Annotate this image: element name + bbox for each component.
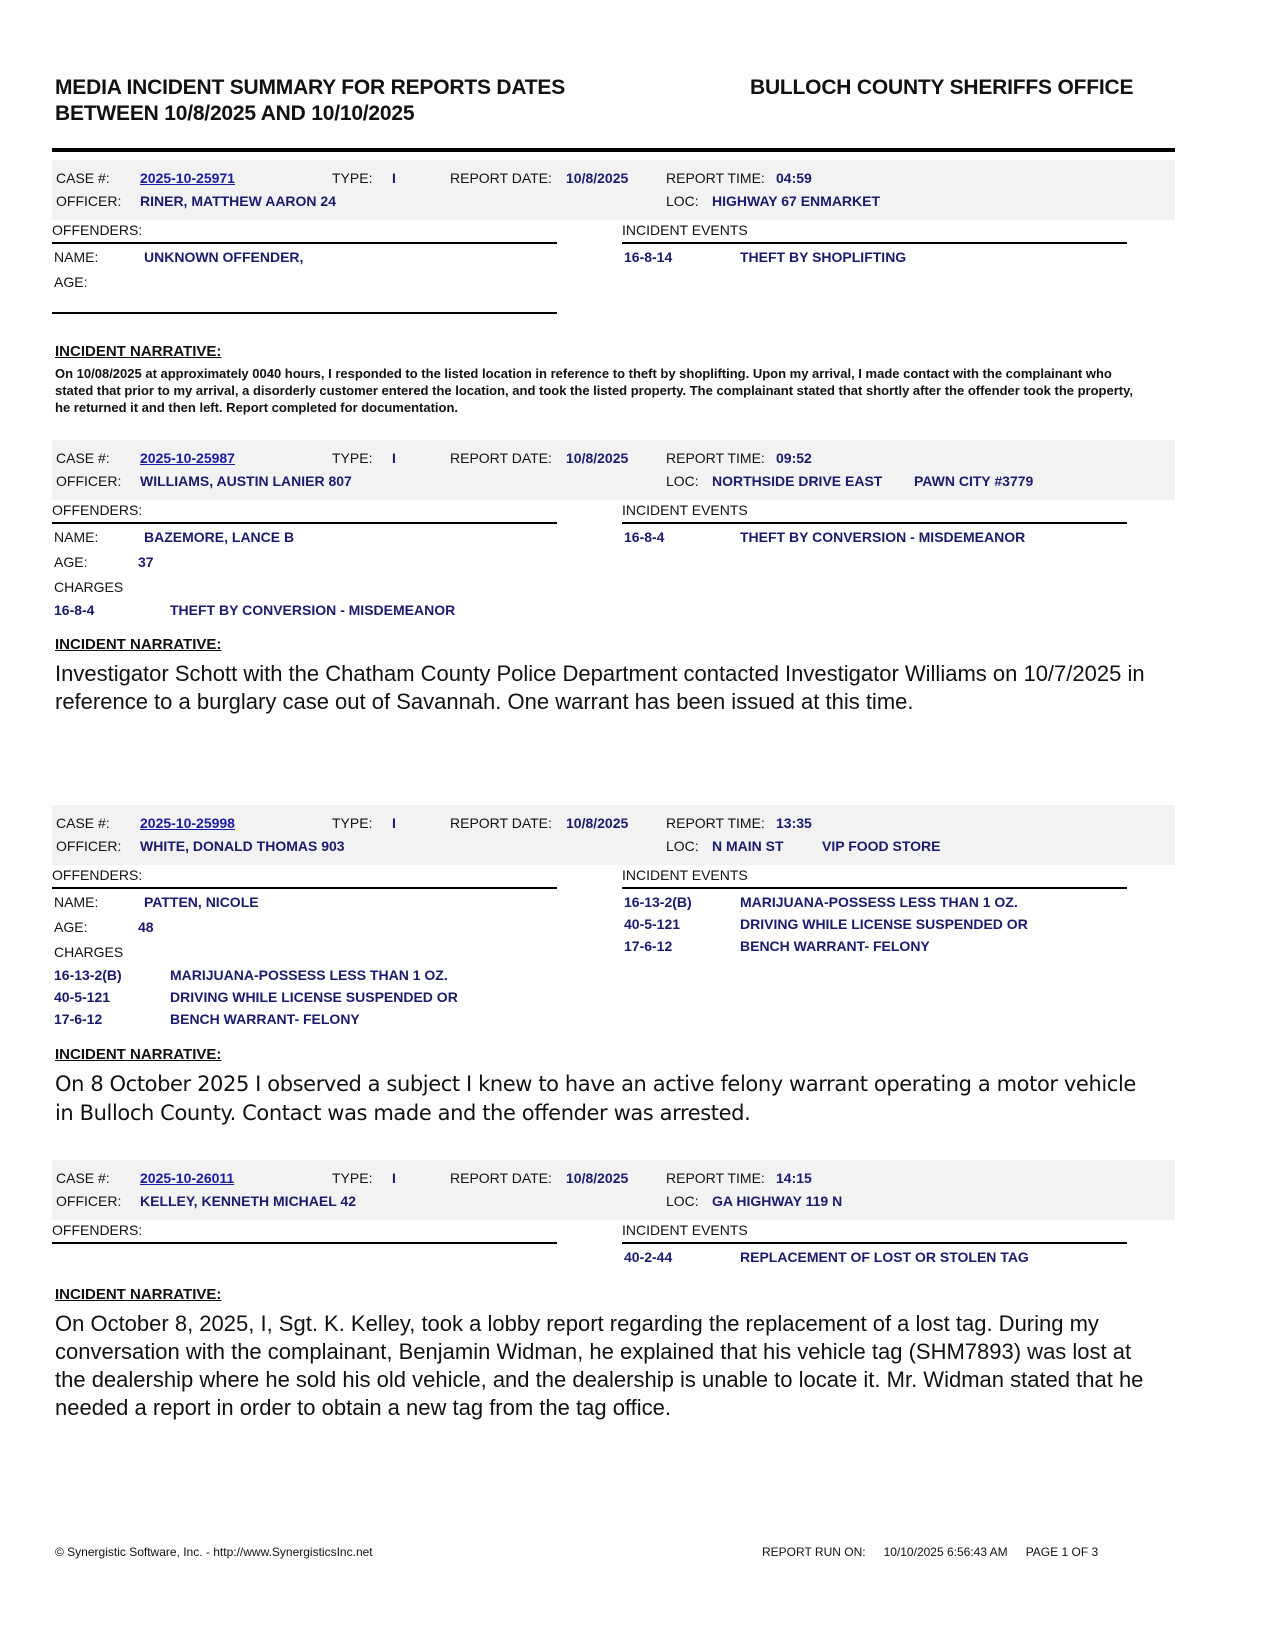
name-label: NAME:	[54, 249, 99, 265]
narrative-heading: INCIDENT NARRATIVE:	[55, 343, 222, 360]
charge-code: 16-13-2(B)	[54, 967, 122, 983]
type-label: TYPE:	[332, 450, 373, 466]
incident-events-heading: INCIDENT EVENTS	[622, 867, 1127, 889]
case-block	[52, 1160, 1175, 1265]
event-desc: MARIJUANA-POSSESS LESS THAN 1 OZ.	[740, 894, 1018, 910]
loc-label: LOC:	[666, 838, 699, 854]
case-header-band	[52, 440, 1175, 500]
report-run-label: REPORT RUN ON:	[762, 1545, 866, 1559]
offenders-heading: OFFENDERS:	[52, 1222, 557, 1244]
report-time-value: 09:52	[776, 450, 812, 466]
event-desc: THEFT BY CONVERSION - MISDEMEANOR	[740, 529, 1026, 545]
agency-name: BULLOCH COUNTY SHERIFFS OFFICE	[750, 76, 1134, 99]
event-code: 16-13-2(B)	[624, 894, 692, 910]
event-row	[622, 933, 1127, 955]
offenders-section	[52, 222, 557, 314]
report-date-value: 10/8/2025	[566, 450, 629, 466]
event-desc: REPLACEMENT OF LOST OR STOLEN TAG	[740, 1249, 1029, 1265]
charge-row	[52, 986, 557, 1008]
report-time-label: REPORT TIME:	[666, 815, 765, 831]
event-code: 17-6-12	[624, 938, 673, 954]
offender-age: 48	[138, 919, 154, 935]
event-row	[622, 911, 1127, 933]
type-label: TYPE:	[332, 815, 373, 831]
report-title	[55, 75, 565, 127]
narrative-text: On October 8, 2025, I, Sgt. K. Kelley, took a lobby report regarding the replacement of a lost tag. During my conversation with the complainant, Benjamin Widman, he explained that his vehicle tag (SHM7893) was lost at the dealership where he sold his old vehicle, and the dealership is unable to locate it. Mr. Widman stated that he needed a report in order to obtain a new tag from the tag office.	[55, 1311, 1144, 1420]
event-code: 40-5-121	[624, 916, 681, 932]
report-date-label: REPORT DATE:	[450, 1170, 552, 1186]
loc-label: LOC:	[666, 1193, 699, 1209]
offenders-heading: OFFENDERS:	[52, 502, 557, 524]
incident-events-section	[622, 1222, 1127, 1266]
officer-value: WHITE, DONALD THOMAS 903	[140, 838, 345, 854]
offender-name: BAZEMORE, LANCE B	[144, 529, 295, 545]
loc-value: GA HIGHWAY 119 N	[712, 1193, 843, 1209]
type-value: I	[392, 450, 396, 466]
charge-row	[52, 1008, 557, 1030]
incident-events-section	[622, 867, 1127, 955]
report-date-label: REPORT DATE:	[450, 170, 552, 186]
age-label: AGE:	[54, 919, 88, 935]
incident-events-heading: INCIDENT EVENTS	[622, 502, 1127, 524]
officer-label: OFFICER:	[56, 1193, 122, 1209]
charge-code: 17-6-12	[54, 1011, 103, 1027]
header-divider	[52, 148, 1175, 152]
report-date-label: REPORT DATE:	[450, 450, 552, 466]
report-time-value: 04:59	[776, 170, 812, 186]
loc-value: NORTHSIDE DRIVE EAST	[712, 473, 883, 489]
event-row	[622, 244, 1127, 266]
officer-label: OFFICER:	[56, 473, 122, 489]
charge-desc: THEFT BY CONVERSION - MISDEMEANOR	[170, 602, 456, 618]
offenders-heading: OFFENDERS:	[52, 222, 557, 244]
charge-desc: MARIJUANA-POSSESS LESS THAN 1 OZ.	[170, 967, 448, 983]
offender-age: 37	[138, 554, 154, 570]
event-row	[622, 889, 1127, 911]
age-label: AGE:	[54, 554, 88, 570]
officer-label: OFFICER:	[56, 193, 122, 209]
case-number-link[interactable]: 2025-10-25987	[140, 450, 235, 466]
offenders-section	[52, 1222, 557, 1244]
offender-name: PATTEN, NICOLE	[144, 894, 259, 910]
incident-events-section	[622, 502, 1127, 546]
event-row	[622, 524, 1127, 546]
case-block	[52, 805, 1175, 1027]
charges-label: CHARGES	[54, 579, 124, 595]
charge-code: 16-8-4	[54, 602, 95, 618]
case-header-band	[52, 1160, 1175, 1220]
offenders-heading: OFFENDERS:	[52, 867, 557, 889]
report-time-value: 14:15	[776, 1170, 812, 1186]
officer-value: RINER, MATTHEW AARON 24	[140, 193, 336, 209]
type-value: I	[392, 170, 396, 186]
case-block	[52, 160, 1175, 290]
event-code: 16-8-14	[624, 249, 673, 265]
case-label: CASE #:	[56, 450, 110, 466]
narrative-text: Investigator Schott with the Chatham County Police Department contacted Investigator Williams on 10/7/2025 in reference to a burglary case out of Savannah. One warrant has been issued at this time.	[55, 661, 1145, 714]
narrative-text: On 10/08/2025 at approximately 0040 hours, I responded to the listed location in reference to theft by shoplifting. Upon my arrival, I made contact with the complainant who stated that prior to my arrival, a disorderly customer entered the location, and took the listed property. The complainant stated that shortly after the offender took the property, he returned it and then left. Report completed for documentation.	[55, 366, 1133, 415]
report-date-label: REPORT DATE:	[450, 815, 552, 831]
type-label: TYPE:	[332, 1170, 373, 1186]
event-code: 40-2-44	[624, 1249, 673, 1265]
report-time-value: 13:35	[776, 815, 812, 831]
name-label: NAME:	[54, 529, 99, 545]
report-time-label: REPORT TIME:	[666, 450, 765, 466]
loc-label: LOC:	[666, 193, 699, 209]
report-date-value: 10/8/2025	[566, 170, 629, 186]
narrative-heading: INCIDENT NARRATIVE:	[55, 636, 222, 653]
report-run-value: 10/10/2025 6:56:43 AM	[883, 1545, 1008, 1559]
case-block	[52, 440, 1175, 618]
loc-label: LOC:	[666, 473, 699, 489]
event-desc: DRIVING WHILE LICENSE SUSPENDED OR	[740, 916, 1028, 932]
incident-events-heading: INCIDENT EVENTS	[622, 1222, 1127, 1244]
case-label: CASE #:	[56, 170, 110, 186]
charges-label: CHARGES	[54, 944, 124, 960]
case-label: CASE #:	[56, 1170, 110, 1186]
officer-value: WILLIAMS, AUSTIN LANIER 807	[140, 473, 352, 489]
footer-copyright: © Synergistic Software, Inc. - http://www.SynergisticsInc.net	[55, 1545, 373, 1559]
report-time-label: REPORT TIME:	[666, 1170, 765, 1186]
footer-report-info	[762, 1545, 1116, 1559]
offender-name: UNKNOWN OFFENDER,	[144, 249, 304, 265]
loc-value: HIGHWAY 67 ENMARKET	[712, 193, 881, 209]
case-number-link[interactable]: 2025-10-25998	[140, 815, 235, 831]
narrative-text: On 8 October 2025 I observed a subject I knew to have an active felony warrant operating a motor vehicle in Bulloch County. Contact was made and the offender was arrested.	[55, 1072, 1136, 1125]
incident-events-section	[622, 222, 1127, 266]
officer-value: KELLEY, KENNETH MICHAEL 42	[140, 1193, 356, 1209]
loc-value: N MAIN ST	[712, 838, 784, 854]
charge-row	[52, 964, 557, 986]
report-date-value: 10/8/2025	[566, 1170, 629, 1186]
type-label: TYPE:	[332, 170, 373, 186]
name-label: NAME:	[54, 894, 99, 910]
loc-business: VIP FOOD STORE	[822, 838, 941, 854]
report-title-line2: BETWEEN 10/8/2025 AND 10/10/2025	[55, 102, 415, 125]
officer-label: OFFICER:	[56, 838, 122, 854]
report-time-label: REPORT TIME:	[666, 170, 765, 186]
page-indicator: PAGE 1 OF 3	[1025, 1545, 1099, 1559]
case-header-band	[52, 805, 1175, 865]
narrative-heading: INCIDENT NARRATIVE:	[55, 1286, 222, 1303]
charge-code: 40-5-121	[54, 989, 111, 1005]
event-desc: BENCH WARRANT- FELONY	[740, 938, 930, 954]
charge-row	[52, 599, 557, 621]
case-number-link[interactable]: 2025-10-25971	[140, 170, 235, 186]
case-number-link[interactable]: 2025-10-26011	[140, 1170, 235, 1186]
type-value: I	[392, 1170, 396, 1186]
incident-events-heading: INCIDENT EVENTS	[622, 222, 1127, 244]
charge-desc: DRIVING WHILE LICENSE SUSPENDED OR	[170, 989, 458, 1005]
charge-desc: BENCH WARRANT- FELONY	[170, 1011, 360, 1027]
type-value: I	[392, 815, 396, 831]
loc-business: PAWN CITY #3779	[914, 473, 1034, 489]
offenders-section	[52, 867, 557, 1030]
age-label: AGE:	[54, 274, 88, 290]
event-row	[622, 1244, 1127, 1266]
event-desc: THEFT BY SHOPLIFTING	[740, 249, 907, 265]
case-header-band	[52, 160, 1175, 220]
case-label: CASE #:	[56, 815, 110, 831]
report-date-value: 10/8/2025	[566, 815, 629, 831]
offenders-section	[52, 502, 557, 621]
event-code: 16-8-4	[624, 529, 665, 545]
report-title-line1: MEDIA INCIDENT SUMMARY FOR REPORTS DATES	[55, 76, 566, 99]
narrative-heading: INCIDENT NARRATIVE:	[55, 1046, 222, 1063]
